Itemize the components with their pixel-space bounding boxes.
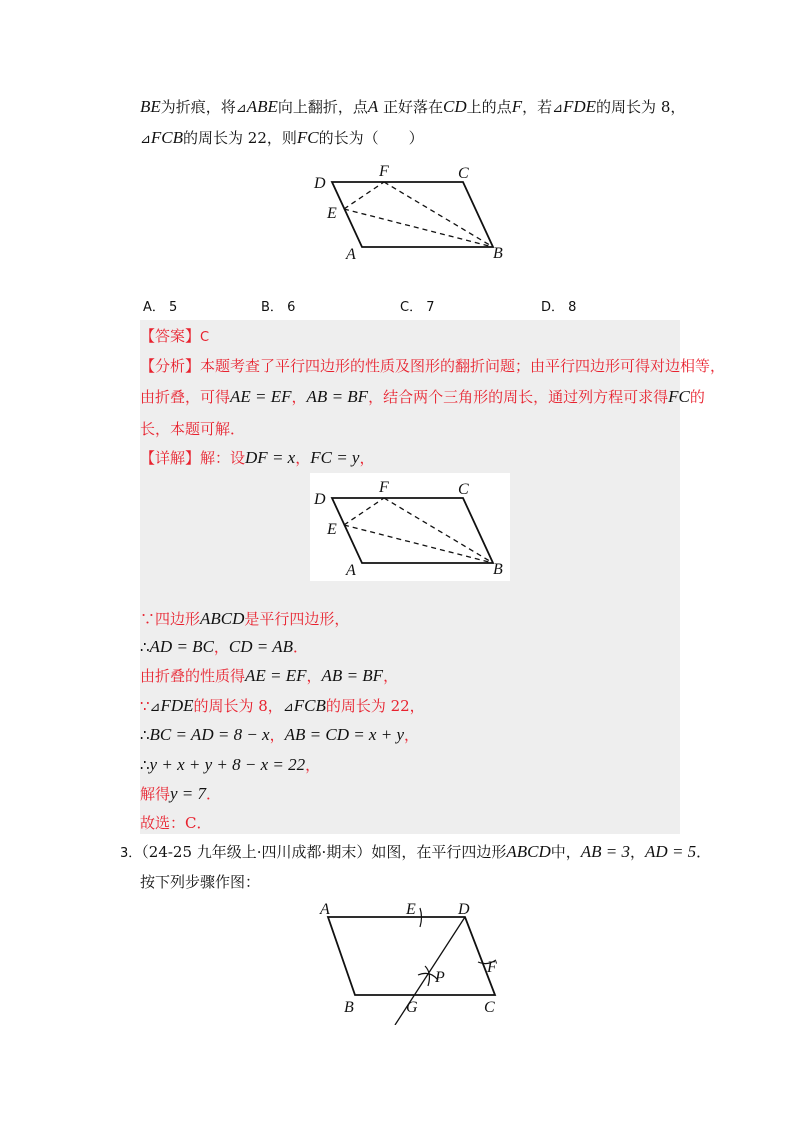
dashed-line-eb-2 (344, 525, 493, 563)
q2-line-1: BE为折痕，将⊿ABE向上翻折，点A 正好落在CD上的点F，若⊿FDE的周长为 8， (140, 97, 686, 116)
step-4: ∵⊿FDE的周长为 8，⊿FCB的周长为 22， (140, 696, 425, 715)
label-g: G (406, 999, 418, 1016)
parallelogram-abcd (328, 917, 495, 995)
parallelogram-outline (332, 182, 493, 247)
label-e: E (327, 205, 337, 222)
dashed-line-ef-2 (344, 498, 384, 525)
option-b[interactable]: B． 6 (261, 300, 296, 315)
step-8: 故选：C． (140, 814, 212, 832)
label-f: F (379, 163, 389, 180)
answer-line: 【答案】C (140, 327, 210, 345)
q3-figure (310, 900, 520, 1025)
label-a: A (346, 246, 356, 263)
option-c[interactable]: C． 7 (400, 300, 435, 315)
analysis-line-3: 长，本题可解． (140, 420, 246, 438)
option-a[interactable]: A． 5 (143, 300, 178, 315)
parallelogram-outline-2 (332, 498, 493, 563)
label-a: A (320, 901, 330, 918)
label-f-2: F (379, 479, 389, 496)
step-6: ∴y + x + y + 8 − x = 22， (140, 755, 321, 774)
label-b: B (493, 245, 503, 262)
label-c: C (484, 999, 495, 1016)
q3-line-1: 3．（24-25 九年级上·四川成都·期末）如图，在平行四边形ABCD中，AB = 3，AD = 5． (120, 842, 712, 861)
dashed-line-fb (384, 182, 493, 247)
label-e: E (406, 901, 416, 918)
label-f: F (487, 959, 497, 976)
step-3: 由折叠的性质得AE = EF，AB = BF， (140, 666, 399, 685)
label-e-2: E (327, 521, 337, 538)
dashed-line-fb-2 (384, 498, 493, 563)
analysis-line-1: 【分析】本题考查了平行四边形的性质及图形的翻折问题；由平行四边形可得对边相等， (140, 357, 726, 375)
q2-figure (300, 160, 520, 270)
dashed-line-eb (344, 209, 493, 247)
analysis-line-2: 由折叠，可得AE = EF，AB = BF，结合两个三角形的周长，通过列方程可求得FC的 (140, 387, 705, 406)
option-d[interactable]: D． 8 (541, 300, 577, 315)
detail-line: 【详解】解：设DF = x，FC = y， (140, 448, 375, 467)
label-c: C (458, 165, 469, 182)
step-5: ∴BC = AD = 8 − x，AB = CD = x + y， (140, 725, 420, 744)
q2-line-2: ⊿FCB的周长为 22，则FC的长为（ ） (140, 128, 424, 147)
dashed-line-ef (344, 182, 384, 209)
step-1: ∵四边形ABCD是平行四边形， (140, 609, 350, 628)
label-c-2: C (458, 481, 469, 498)
q3-line-2: 按下列步骤作图： (140, 873, 261, 891)
label-b: B (344, 999, 354, 1016)
label-b-2: B (493, 561, 503, 578)
label-d: D (458, 901, 470, 918)
solution-figure (300, 476, 520, 586)
step-7: 解得y = 7． (140, 784, 222, 803)
label-d-2: D (314, 491, 326, 508)
label-a-2: A (346, 562, 356, 579)
step-2: ∴AD = BC，CD = AB． (140, 637, 308, 656)
label-d: D (314, 175, 326, 192)
label-p: P (435, 969, 445, 986)
